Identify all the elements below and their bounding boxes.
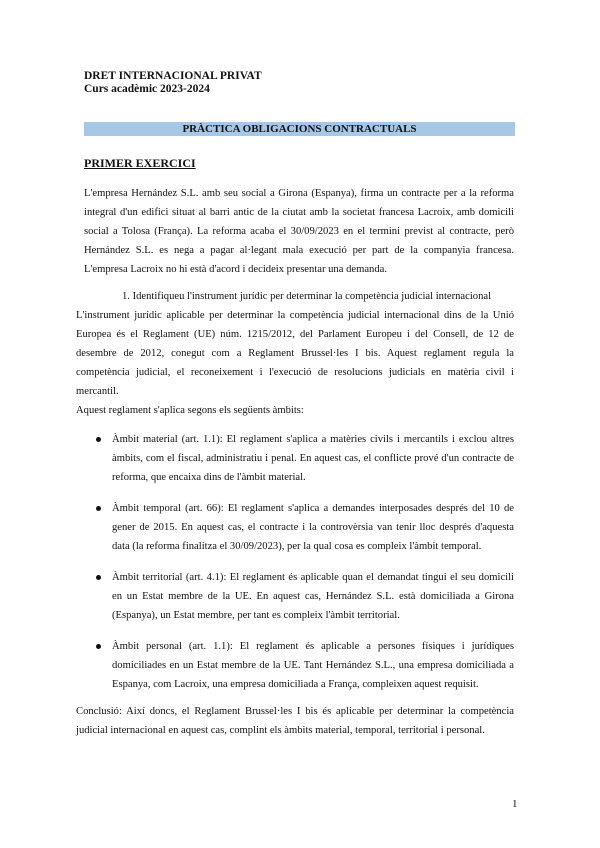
practice-banner: PRÀCTICA OBLIGACIONS CONTRACTUALS — [84, 122, 515, 136]
scope-territorial: Àmbit territorial (art. 4.1): El reglament és aplicable quan el demandat tingui el seu domicili en un Estat membre de la UE. En aquest cas, Hernández S.L. està domiciliada a Girona (Espanya), un Estat membre, per tant es compleix l'àmbit territorial. — [112, 572, 514, 621]
document-header — [84, 70, 262, 96]
document-body — [76, 184, 514, 740]
question-1: 1. Identifiqueu l'instrument jurídic per determinar la competència judicial internacional — [122, 291, 492, 302]
scopes-list — [76, 430, 514, 694]
bullet-icon — [96, 506, 101, 511]
conclusion: Conclusió: Així doncs, el Reglament Brussel·les I bis és aplicable per determinar la competència judicial internacional en aquest cas, complint els àmbits material, temporal, territorial i personal. — [76, 706, 514, 736]
list-item — [76, 637, 514, 694]
scope-personal: Àmbit personal (art. 1.1): El reglament és aplicable a persones físiques i jurídiques domiciliades en un Estat membre de la UE. Tant Hernández S.L., una empresa domiciliada a Espanya, com Lacroix, una empresa domiciliada a França, compleixen aquest requisit. — [112, 641, 514, 690]
list-item — [76, 430, 514, 487]
page-number: 1 — [512, 798, 518, 810]
bullet-icon — [96, 644, 101, 649]
academic-year: Curs acadèmic 2023-2024 — [84, 83, 210, 95]
scope-temporal: Àmbit temporal (art. 66): El reglament s'aplica a demandes interposades després del 10 de gener de 2015. En aquest cas, el contracte i la controvèrsia van tenir lloc després d'aquesta data (la reforma finalitza el 30/09/2023), per la qual cosa es compleix l'àmbit temporal. — [112, 503, 514, 552]
course-title: DRET INTERNACIONAL PRIVAT — [84, 70, 262, 82]
bullet-icon — [96, 437, 101, 442]
list-item — [76, 568, 514, 625]
bullet-icon — [96, 575, 101, 580]
list-item — [76, 499, 514, 556]
section-title: PRIMER EXERCICI — [84, 156, 196, 170]
answer-paragraph: L'instrument jurídic aplicable per determinar la competència judicial internacional dins de la Unió Europea és el Reglament (UE) núm. 1215/2012, del Parlament Europeu i del Consell, de 12 de desembre de 2012, conegut com a Reglament Brussel·les I bis. Aquest reglament regula la competència judicial, el reconeixement i l'execució de resolucions judicials en matèria civil i mercantil. — [76, 310, 514, 397]
scope-material: Àmbit material (art. 1.1): El reglament s'aplica a matèries civils i mercantils i exclou altres àmbits, com el fiscal, administratiu i penal. En aquest cas, el conflicte prové d'un contracte de reforma, que encaixa dins de l'àmbit material. — [112, 434, 514, 483]
case-statement: L'empresa Hernández S.L. amb seu social a Girona (Espanya), firma un contracte per a la reforma integral d'un edifici situat al barri antic de la ciutat amb la societat francesa Lacroix, amb domicili social a Tolosa (França). La reforma acaba el 30/09/2023 en el termini previst al contracte, però Hernández S.L. es nega a pagar al·legant mala execució per part de la companyia francesa. L'empresa Lacroix no hi està d'acord i decideix presentar una demanda. — [84, 188, 514, 275]
scopes-intro: Aquest reglament s'aplica segons els següents àmbits: — [76, 405, 304, 416]
